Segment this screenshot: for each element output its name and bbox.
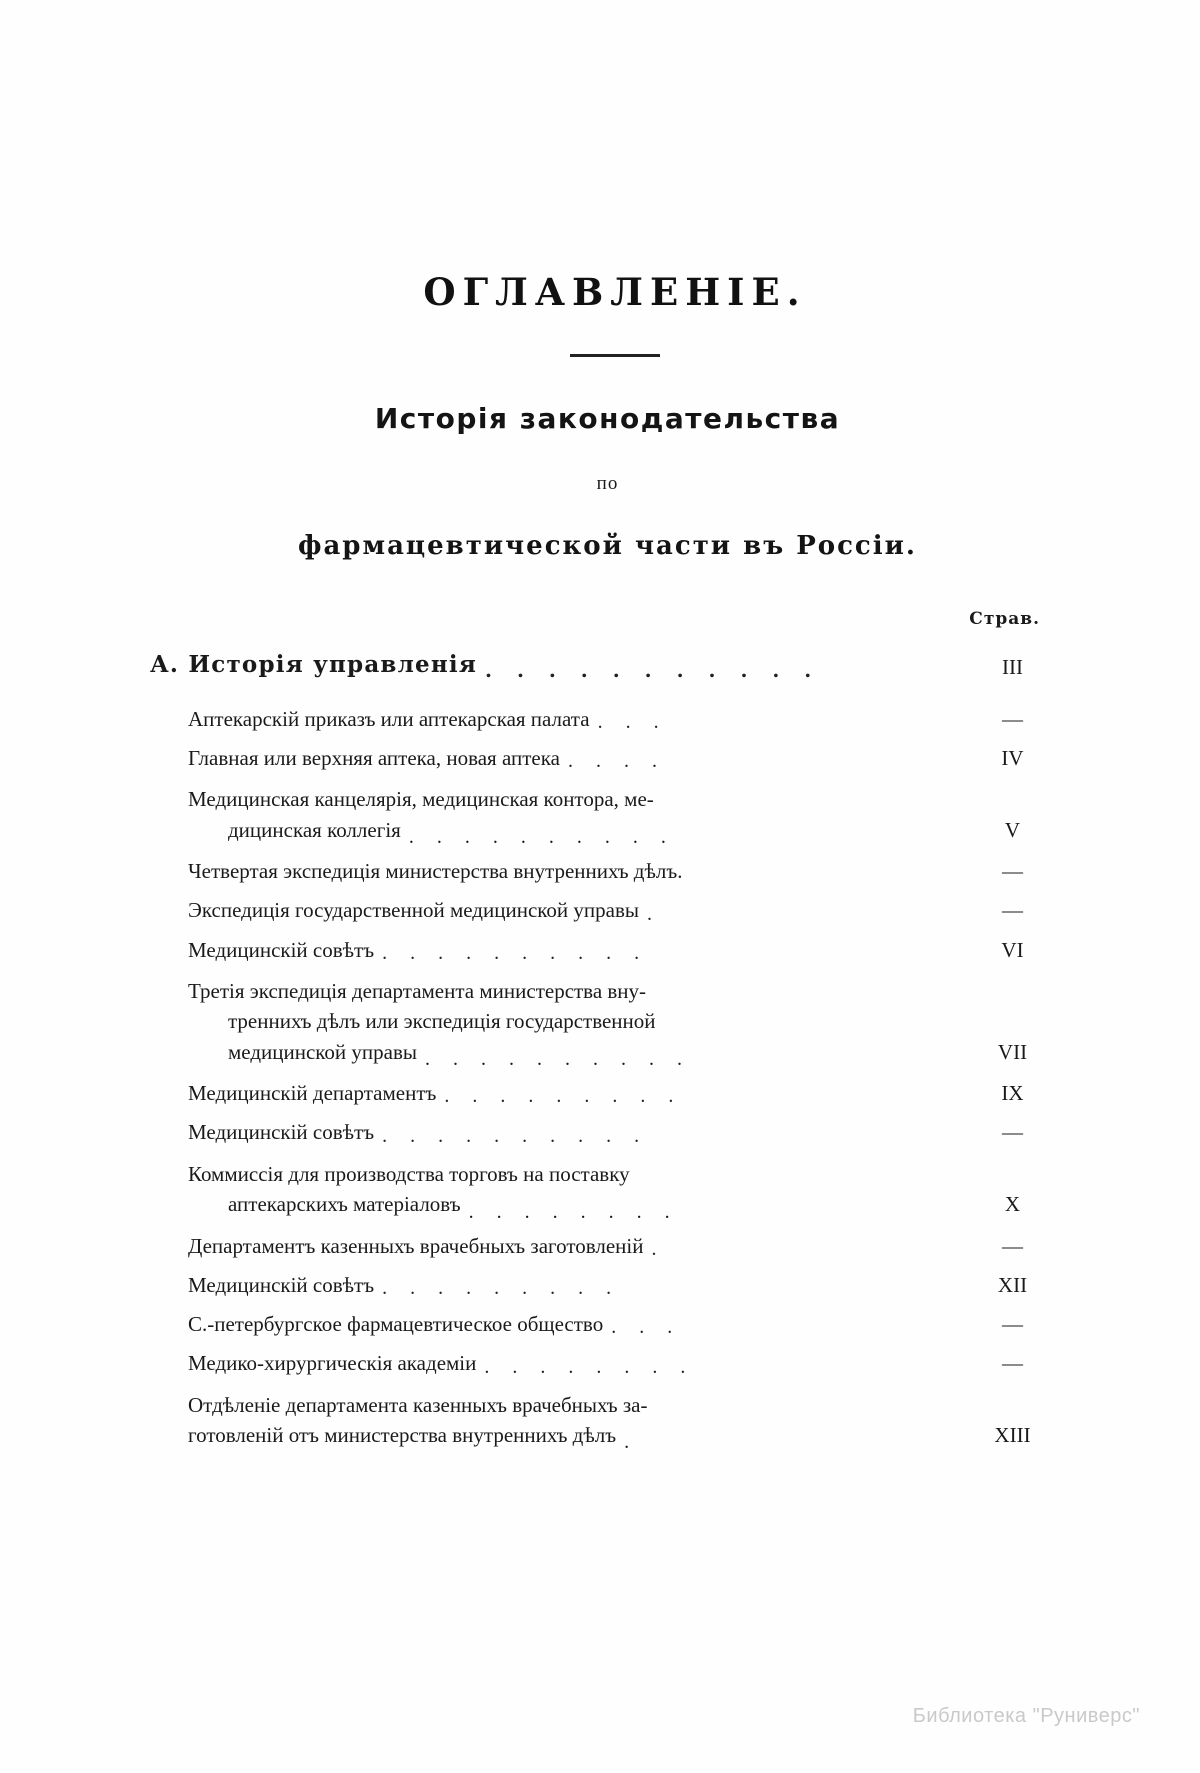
toc-entry-page: — (1002, 706, 1023, 731)
toc-entry-page: VII (997, 1039, 1028, 1064)
title-divider (570, 354, 660, 357)
library-watermark: Библиотека "Руниверс" (912, 1705, 1140, 1727)
dot-leader: . . . . . . . . . . . (485, 657, 821, 680)
toc-entry-label-cont: дицинская коллегія (228, 817, 401, 842)
table-of-contents (150, 651, 1050, 1450)
toc-entry-label-cont: аптекарскихъ матеріаловъ (228, 1192, 461, 1217)
subtitle-secondary: фармацевтической части въ Россіи. (298, 531, 917, 561)
toc-entry-page: XIII (994, 1423, 1031, 1447)
toc-entry-page: IV (1001, 746, 1024, 770)
toc-entry-label-cont: треннихъ дѣлъ или экспедиція государственной (228, 1009, 656, 1034)
toc-entry-label: А. Исторія управленія (150, 651, 478, 678)
toc-entry-page: — (1002, 1312, 1023, 1337)
toc-entry-label: Аптекарскій приказъ или аптекарская палата (188, 706, 590, 731)
toc-row[interactable] (150, 706, 1050, 732)
toc-row[interactable] (150, 1080, 1050, 1106)
toc-row[interactable] (150, 976, 1050, 1067)
toc-row[interactable] (150, 784, 1050, 845)
toc-entry-page: XII (997, 1272, 1028, 1297)
toc-row[interactable] (150, 1272, 1050, 1298)
toc-row[interactable] (150, 858, 1050, 884)
toc-entry-label: Коммиссія для производства торговъ на поставку (188, 1161, 630, 1186)
toc-entry-label: Департаментъ казенныхъ врачебныхъ заготовленій (188, 1233, 644, 1258)
toc-entry-label: Медико-хирургическія академіи (188, 1351, 477, 1376)
toc-row[interactable] (150, 1159, 1050, 1220)
toc-entry-page: VI (1001, 937, 1024, 962)
toc-entry-page: V (1004, 817, 1021, 842)
dot-leader: . . . (611, 1316, 682, 1338)
toc-row[interactable] (150, 745, 1050, 771)
toc-entry-label: С.-петербургское фармацевтическое общество (188, 1312, 604, 1337)
toc-entry-label: Экспедиція государственной медицинской управы (188, 898, 639, 923)
toc-row[interactable] (150, 1350, 1050, 1376)
toc-row[interactable] (150, 897, 1050, 923)
dot-leader: . . . . . . . . . . (382, 1124, 649, 1146)
dot-leader: . . . . . . . . . (444, 1085, 683, 1107)
toc-entry-page: — (1002, 1233, 1023, 1258)
toc-row[interactable] (150, 1233, 1050, 1259)
toc-entry-label: Медицинская канцелярія, медицинская контора, ме- (188, 787, 654, 812)
dot-leader: . (646, 902, 661, 924)
page-title: ОГЛАВЛЕНІЕ. (423, 270, 807, 314)
toc-row[interactable] (150, 1119, 1050, 1145)
toc-entry-label: Отдѣленіе департамента казенныхъ врачебныхъ за- (188, 1392, 648, 1417)
toc-entry-label: Медицинскій совѣтъ (188, 1272, 375, 1297)
subtitle-connector: по (596, 473, 619, 494)
dot-leader: . (651, 1237, 666, 1259)
toc-entry-page: IX (1001, 1081, 1024, 1106)
toc-entry-label: Медицинскій департаментъ (188, 1081, 437, 1106)
toc-entry-page: — (1002, 1351, 1023, 1376)
dot-leader: . . . . . . . . . (382, 1277, 621, 1299)
toc-entry-page: — (1002, 859, 1023, 884)
subtitle-primary: Исторія законодательства (374, 402, 841, 435)
dot-leader: . . . . . . . . (484, 1355, 695, 1377)
dot-leader: . . . . . . . . . . (382, 941, 649, 963)
dot-leader: . (624, 1431, 639, 1451)
toc-entry-label: Медицинскій совѣтъ (188, 1120, 375, 1145)
toc-entry-label-cont: медицинской управы (228, 1039, 417, 1064)
toc-entry-page: X (1004, 1192, 1021, 1217)
toc-entry-page: — (1002, 1120, 1023, 1145)
dot-leader: . . . . (567, 750, 666, 772)
toc-section-row[interactable] (150, 651, 1050, 680)
pages-column-header: Страв. (969, 609, 1040, 629)
toc-row[interactable] (150, 937, 1050, 963)
toc-entry-label: Третія экспедиція департамента министерства вну- (188, 978, 647, 1003)
toc-entry-label-cont: готовленій отъ министерства внутреннихъ дѣлъ (188, 1423, 617, 1447)
dot-leader: . . . . . . . . (468, 1200, 679, 1220)
toc-entry-page: — (1002, 898, 1023, 923)
toc-entry-page: III (1002, 654, 1023, 679)
toc-content (150, 270, 1050, 1463)
dot-leader (682, 862, 975, 884)
dot-leader: . . . (597, 711, 668, 732)
dot-leader: . . . . . . . . . . (408, 826, 675, 846)
toc-entry-label: Медицинскій совѣтъ (188, 937, 375, 962)
toc-row[interactable] (150, 1311, 1050, 1337)
toc-row[interactable] (150, 1390, 1050, 1451)
toc-entry-label: Четвертая экспедиція министерства внутреннихъ дѣлъ. (188, 859, 683, 884)
dot-leader: . . . . . . . . . . (425, 1048, 691, 1068)
toc-entry-label: Главная или верхняя аптека, новая аптека (188, 746, 560, 770)
